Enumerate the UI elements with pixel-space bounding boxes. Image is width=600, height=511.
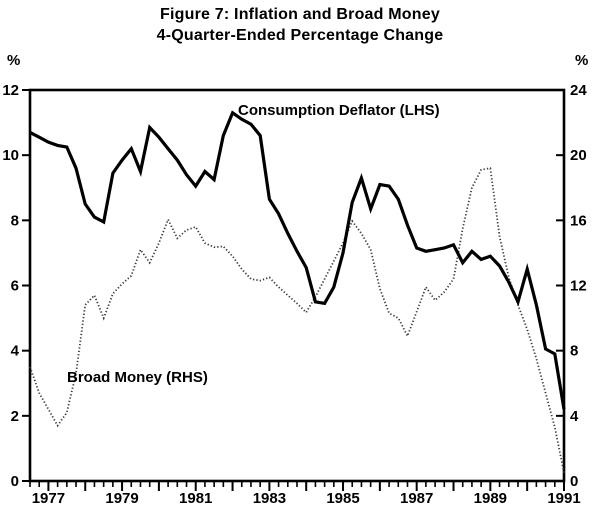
left-axis-tick-label: 8 <box>10 212 19 230</box>
x-axis-year-label: 1983 <box>252 490 287 507</box>
right-axis-tick-label: 24 <box>570 82 587 99</box>
x-axis-year-label: 1981 <box>179 490 213 507</box>
left-axis-tick-label: 6 <box>10 277 19 295</box>
consumption-deflator-line <box>30 113 564 410</box>
right-axis-tick-label: 20 <box>570 147 587 165</box>
left-axis-tick-label: 2 <box>10 407 19 425</box>
left-axis-unit-label: % <box>7 52 21 69</box>
right-axis-tick-label: 12 <box>570 277 587 295</box>
x-axis-year-label: 1985 <box>326 490 360 507</box>
left-axis-tick-label: 12 <box>2 82 19 99</box>
broad-money-series-label: Broad Money (RHS) <box>67 369 208 386</box>
right-axis-tick-label: 16 <box>570 212 587 230</box>
left-axis-tick-label: 0 <box>10 473 19 490</box>
x-axis-year-label: 1989 <box>473 490 508 507</box>
left-axis-tick-label: 4 <box>10 342 19 360</box>
x-axis-year-label: 1991 <box>547 490 581 507</box>
right-axis-tick-label: 4 <box>570 407 579 425</box>
right-axis-tick-label: 8 <box>570 342 579 360</box>
x-axis-year-label: 1987 <box>400 490 434 507</box>
chart-subtitle: 4-Quarter-Ended Percentage Change <box>156 27 444 44</box>
left-axis-tick-label: 10 <box>2 147 19 165</box>
right-axis-tick-label: 0 <box>570 473 579 490</box>
consumption-deflator-series-label: Consumption Deflator (LHS) <box>238 102 440 119</box>
broad-money-line <box>30 168 564 473</box>
plot-border <box>30 90 564 481</box>
x-axis-year-label: 1977 <box>31 490 66 507</box>
chart-title: Figure 7: Inflation and Broad Money <box>160 6 440 23</box>
x-axis-year-label: 1979 <box>105 490 139 507</box>
right-axis-unit-label: % <box>575 52 589 69</box>
